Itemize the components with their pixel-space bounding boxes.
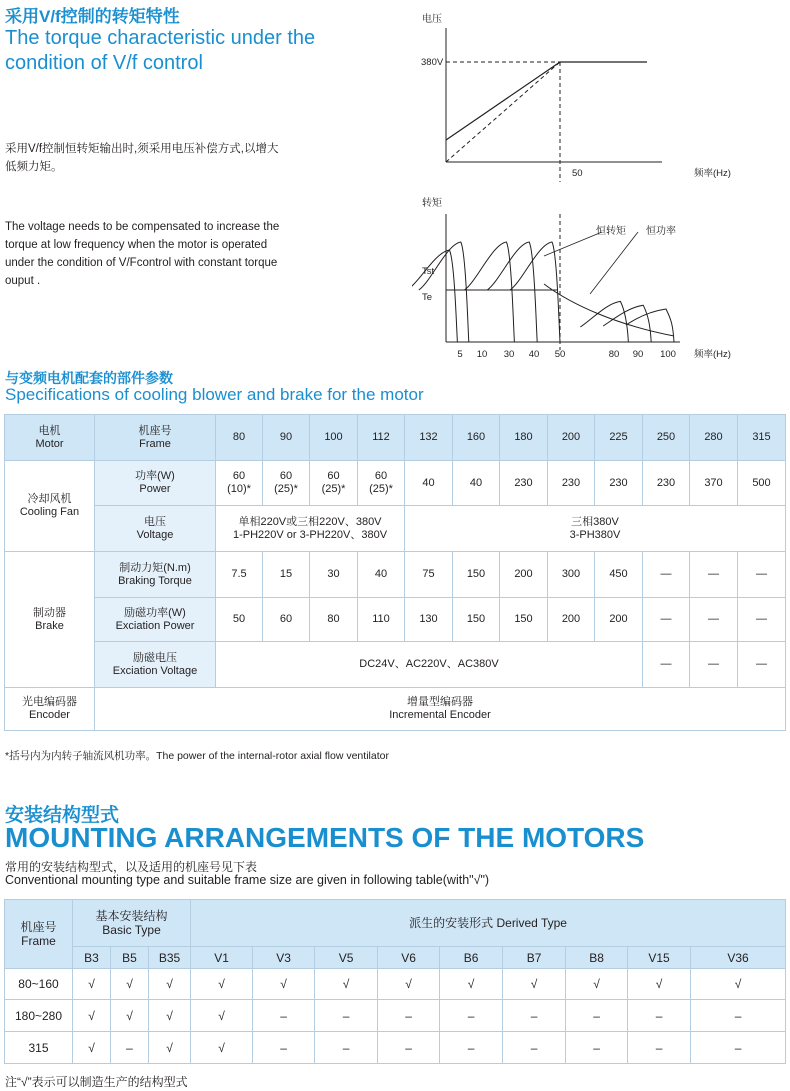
spec-power-value: 40 <box>453 461 500 506</box>
spec-power-cn: 功率(W) <box>135 470 175 482</box>
spec-exc-power-value: 110 <box>358 598 405 642</box>
torque-chart-constant-power-curve <box>544 284 674 336</box>
mount-type: V6 <box>378 947 440 969</box>
mount-frame-en: Frame <box>21 934 56 948</box>
vf-para-en-line: The voltage needs to be compensated to increase the <box>5 221 280 233</box>
spec-encoder-label <box>5 688 95 731</box>
mount-mark: – <box>566 1000 628 1032</box>
mount-mark: – <box>315 1032 378 1064</box>
mount-mark: √ <box>149 969 191 1000</box>
mount-mark: – <box>253 1032 315 1064</box>
spec-voltage-en: Voltage <box>136 528 174 541</box>
spec-power-note: (25)* <box>369 483 393 495</box>
mount-table <box>4 899 786 1064</box>
spec-fan-label <box>5 461 95 552</box>
torque-curve-80hz <box>580 301 628 342</box>
spec-voltage-small-en: 1-PH220V or 3-PH220V、380V <box>232 528 388 541</box>
vf-para-en <box>5 218 279 290</box>
spec-frame-size: 280 <box>690 415 738 461</box>
mount-type: B35 <box>149 947 191 969</box>
spec-power-value: 40 <box>405 461 453 506</box>
spec-voltage-small-cn: 单相220V或三相220V、380V <box>238 515 382 528</box>
spec-torque-value: 75 <box>405 552 453 598</box>
mount-derived-header: 派生的安装形式 Derived Type <box>191 900 786 947</box>
mount-row <box>5 1032 786 1064</box>
mount-mark: √ <box>191 969 253 1000</box>
spec-exc-voltage-label <box>95 642 216 688</box>
spec-frame-size: 315 <box>738 415 786 461</box>
spec-torque-value: — <box>690 552 738 598</box>
spec-frame-size: 100 <box>310 415 358 461</box>
voltage-frequency-chart <box>412 0 762 185</box>
spec-power-en: Power <box>139 483 171 495</box>
mount-type-row <box>5 947 786 969</box>
mount-mark: √ <box>73 1000 111 1032</box>
mount-note: 注“√”表示可以制造生产的结构型式 <box>5 1075 188 1089</box>
torque-chart-label-const-power: 恒功率 <box>646 226 676 237</box>
spec-exc-power-value: 130 <box>405 598 453 642</box>
torque-frequency-chart <box>412 190 762 365</box>
mount-row-frame: 180~280 <box>5 1000 73 1032</box>
spec-torque-value: 30 <box>310 552 358 598</box>
spec-fan-cn: 冷却风机 <box>27 493 72 505</box>
mount-basic-en: Basic Type <box>102 923 161 937</box>
spec-power-value: 230 <box>548 461 595 506</box>
mount-mark: – <box>566 1032 628 1064</box>
mount-mark: √ <box>111 969 149 1000</box>
spec-brake-torque-row <box>5 552 786 598</box>
spec-exc-power-value: — <box>690 598 738 642</box>
spec-power-value: 60 <box>374 470 388 482</box>
mount-basic-header <box>73 900 191 947</box>
spec-frame-cn: 机座号 <box>138 424 172 437</box>
spec-power-value: 60 <box>279 470 293 482</box>
spec-power-value: 230 <box>643 461 690 506</box>
spec-exc-power-value: 80 <box>310 598 358 642</box>
spec-power-cell <box>263 461 310 506</box>
voltage-chart-xtick: 50 <box>572 168 583 179</box>
mount-type: V15 <box>628 947 691 969</box>
spec-exc-power-value: 50 <box>216 598 263 642</box>
mount-mark: – <box>253 1000 315 1032</box>
mount-mark: – <box>378 1032 440 1064</box>
spec-voltage-label <box>95 506 216 552</box>
mount-frame-header <box>5 900 73 969</box>
mount-type: V5 <box>315 947 378 969</box>
torque-chart-leader-const-power <box>590 232 638 294</box>
torque-chart-label-const-torque: 恒转矩 <box>596 226 626 237</box>
torque-chart-xtick: 80 <box>608 349 620 360</box>
vf-para-en-line: under the condition of V/Fcontrol with constant torque <box>5 257 278 269</box>
spec-table <box>4 414 786 731</box>
spec-power-value: 60 <box>327 470 340 482</box>
spec-frame-size: 225 <box>595 415 643 461</box>
vf-para-en-line: torque at low frequency when the motor is operated <box>5 239 268 251</box>
mount-type: V36 <box>691 947 786 969</box>
mount-mark: √ <box>315 969 378 1000</box>
spec-exc-power-value: 150 <box>453 598 500 642</box>
spec-exc-power-label <box>95 598 216 642</box>
spec-torque-label <box>95 552 216 598</box>
torque-chart-xtick: 100 <box>660 349 676 360</box>
torque-chart-xtick: 50 <box>554 349 566 360</box>
mount-mark: √ <box>566 969 628 1000</box>
mount-mark: – <box>691 1032 786 1064</box>
spec-power-cell <box>310 461 358 506</box>
mount-mark: – <box>378 1000 440 1032</box>
spec-encoder-cn: 光电编码器 <box>22 696 77 708</box>
spec-frame-size: 112 <box>358 415 405 461</box>
spec-footnote: *括号内为内转子轴流风机功率。The power of the internal-rotor axial flow ventilator <box>5 750 389 762</box>
mount-frame-cn: 机座号 <box>20 920 57 934</box>
spec-voltage-large-frames <box>405 506 786 552</box>
vf-para-cn-line: 低频力矩。 <box>5 161 63 173</box>
spec-frame-size: 80 <box>216 415 263 461</box>
spec-power-value: 500 <box>738 461 786 506</box>
spec-torque-en: Braking Torque <box>118 574 192 587</box>
spec-brake-label <box>5 552 95 688</box>
spec-fan-en: Cooling Fan <box>19 506 80 518</box>
mount-row-frame: 80~160 <box>5 969 73 1000</box>
spec-power-value: 230 <box>500 461 548 506</box>
spec-fan-voltage-row <box>5 506 786 552</box>
spec-voltage-large-cn: 三相380V <box>571 515 619 528</box>
mount-basic-cn: 基本安装结构 <box>95 909 168 923</box>
mount-row <box>5 969 786 1000</box>
mount-mark: √ <box>73 969 111 1000</box>
spec-frame-header <box>95 415 216 461</box>
spec-voltage-large-en: 3-PH380V <box>569 528 621 541</box>
mount-subtitle-en: Conventional mounting type and suitable frame size are given in following table(with"√") <box>5 873 490 887</box>
mount-mark: √ <box>503 969 566 1000</box>
mount-mark: √ <box>149 1000 191 1032</box>
spec-exc-power-value: 150 <box>500 598 548 642</box>
spec-encoder-en: Encoder <box>29 709 70 721</box>
torque-chart-ytick-tst: Tst <box>422 266 435 277</box>
spec-brake-en: Brake <box>35 619 64 632</box>
mount-type: B7 <box>503 947 566 969</box>
mount-mark: – <box>628 1000 691 1032</box>
spec-motor-cn: 电机 <box>38 424 61 437</box>
mount-type: V1 <box>191 947 253 969</box>
mount-title-en: MOUNTING ARRANGEMENTS OF THE MOTORS <box>5 822 645 853</box>
spec-exc-power-value: — <box>738 598 786 642</box>
spec-exc-power-value: 200 <box>595 598 643 642</box>
spec-title-en: Specifications of cooling blower and brake for the motor <box>5 385 424 404</box>
spec-frame-size: 250 <box>643 415 690 461</box>
mount-mark: √ <box>253 969 315 1000</box>
torque-chart-xtick: 5 <box>457 349 463 360</box>
mount-mark: – <box>315 1000 378 1032</box>
spec-power-value: 60 <box>232 470 246 482</box>
spec-exc-power-value: 200 <box>548 598 595 642</box>
spec-torque-value: 15 <box>263 552 310 598</box>
mount-mark: √ <box>691 969 786 1000</box>
torque-chart-xtick: 30 <box>503 349 515 360</box>
spec-exc-power-value: — <box>643 598 690 642</box>
mount-mark: √ <box>628 969 691 1000</box>
mount-mark: √ <box>191 1000 253 1032</box>
voltage-chart-ylabel: 电压 <box>422 14 442 25</box>
spec-frame-size: 200 <box>548 415 595 461</box>
spec-frame-size: 90 <box>263 415 310 461</box>
spec-power-value: 370 <box>690 461 738 506</box>
spec-frame-en: Frame <box>139 437 171 450</box>
spec-exc-voltage-span: DC24V、AC220V、AC380V <box>216 642 643 688</box>
mount-type: B6 <box>440 947 503 969</box>
spec-torque-value: 150 <box>453 552 500 598</box>
torque-curve-100hz <box>626 309 674 342</box>
vf-para-cn-line: 采用V/f控制恒转矩输出时,须采用电压补偿方式,以增大 <box>5 143 279 155</box>
mount-type: B3 <box>73 947 111 969</box>
spec-exc-voltage-dash: — <box>738 642 786 688</box>
mount-mark: – <box>440 1032 503 1064</box>
spec-exc-voltage-en: Exciation Voltage <box>112 664 198 677</box>
spec-frame-size: 160 <box>453 415 500 461</box>
mount-header-row <box>5 900 786 947</box>
torque-chart-ylabel: 转矩 <box>422 198 442 209</box>
spec-power-note: (25)* <box>274 483 298 495</box>
spec-voltage-small-frames <box>216 506 405 552</box>
spec-encoder-value-en: Incremental Encoder <box>389 709 491 721</box>
spec-exc-power-cn: 励磁功率(W) <box>124 606 186 619</box>
spec-brake-cn: 制动器 <box>33 606 66 619</box>
torque-chart-xtick: 40 <box>528 349 540 360</box>
mount-mark: – <box>111 1032 149 1064</box>
spec-brake-voltage-row <box>5 642 786 688</box>
mount-title-cn: 安装结构型式 <box>5 805 120 826</box>
vf-title-en-2: condition of V/f control <box>5 52 203 74</box>
spec-voltage-cn: 电压 <box>144 515 166 528</box>
spec-frame-size: 132 <box>405 415 453 461</box>
spec-brake-power-row <box>5 598 786 642</box>
spec-exc-voltage-cn: 励磁电压 <box>133 651 177 664</box>
mount-mark: √ <box>111 1000 149 1032</box>
spec-title-cn: 与变频电机配套的部件参数 <box>5 370 173 386</box>
mount-mark: – <box>503 1032 566 1064</box>
spec-header-row <box>5 415 786 461</box>
vf-title-en-1: The torque characteristic under the <box>5 27 316 49</box>
vf-para-cn <box>5 140 278 176</box>
spec-power-label <box>95 461 216 506</box>
torque-curve-5hz <box>412 250 457 342</box>
mount-mark: √ <box>191 1032 253 1064</box>
spec-encoder-value-cn: 增量型编码器 <box>407 696 473 708</box>
spec-torque-value: — <box>738 552 786 598</box>
mount-type: B5 <box>111 947 149 969</box>
spec-torque-value: 40 <box>358 552 405 598</box>
mount-type: B8 <box>566 947 628 969</box>
spec-encoder-value <box>95 688 786 731</box>
spec-torque-value: 7.5 <box>216 552 263 598</box>
mount-mark: – <box>628 1032 691 1064</box>
spec-frame-size: 180 <box>500 415 548 461</box>
spec-torque-value: — <box>643 552 690 598</box>
spec-exc-voltage-dash: — <box>643 642 690 688</box>
spec-torque-value: 200 <box>500 552 548 598</box>
mount-row-frame: 315 <box>5 1032 73 1064</box>
spec-encoder-row <box>5 688 786 731</box>
torque-chart-xlabel: 频率(Hz) <box>694 349 731 360</box>
voltage-chart-series-proportional <box>446 62 560 162</box>
torque-chart-xtick: 10 <box>476 349 488 360</box>
spec-exc-voltage-dash: — <box>690 642 738 688</box>
torque-curve-90hz <box>603 305 651 342</box>
spec-fan-power-row <box>5 461 786 506</box>
mount-mark: √ <box>73 1032 111 1064</box>
mount-type: V3 <box>253 947 315 969</box>
torque-chart-ytick-te: Te <box>422 292 433 303</box>
spec-power-value: 230 <box>595 461 643 506</box>
spec-power-note: (10)* <box>227 483 251 495</box>
spec-torque-cn: 制动力矩(N.m) <box>119 561 191 574</box>
spec-motor-header <box>5 415 95 461</box>
mount-mark: √ <box>378 969 440 1000</box>
spec-power-cell <box>216 461 263 506</box>
spec-torque-value: 450 <box>595 552 643 598</box>
torque-chart-xtick: 90 <box>632 349 644 360</box>
spec-power-cell <box>358 461 405 506</box>
vf-para-en-line: ouput . <box>5 275 41 287</box>
voltage-chart-ytick: 380V <box>421 57 444 68</box>
spec-exc-power-en: Exciation Power <box>115 619 195 632</box>
vf-title-cn: 采用V/f控制的转矩特性 <box>5 7 180 26</box>
spec-motor-en: Motor <box>35 437 64 450</box>
torque-curve-30hz <box>464 242 514 342</box>
voltage-chart-xlabel: 频率(Hz) <box>694 168 731 179</box>
mount-mark: – <box>440 1000 503 1032</box>
mount-row <box>5 1000 786 1032</box>
mount-mark: – <box>503 1000 566 1032</box>
spec-power-note: (25)* <box>321 483 346 495</box>
spec-torque-value: 300 <box>548 552 595 598</box>
mount-subtitle-cn: 常用的安装结构型式，以及适用的机座号见下表 <box>5 860 258 874</box>
mount-mark: – <box>691 1000 786 1032</box>
mount-mark: √ <box>149 1032 191 1064</box>
spec-exc-power-value: 60 <box>263 598 310 642</box>
mount-mark: √ <box>440 969 503 1000</box>
